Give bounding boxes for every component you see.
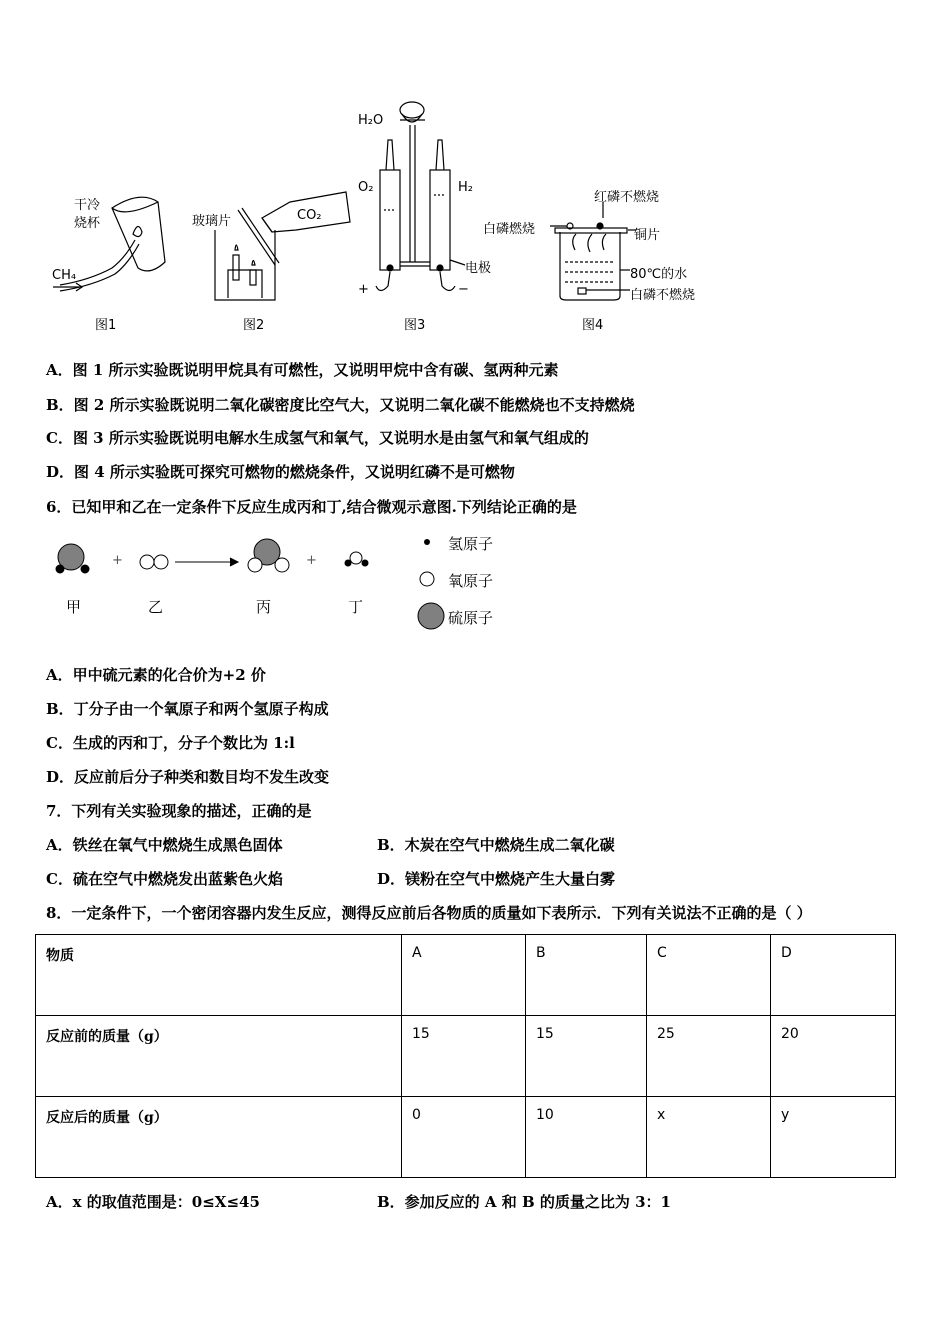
table-cell: 20	[771, 1016, 896, 1097]
q6-plus-1: +	[112, 553, 123, 568]
oxygen-atom-icon	[420, 572, 434, 586]
fig4-white-p-burn-label: 白磷燃烧	[483, 222, 536, 237]
q7-option-c: C．硫在空气中燃烧发出蓝紫色火焰	[46, 870, 283, 888]
fig1-gas-label: CH₄	[52, 268, 77, 283]
q6-label-bing: 丙	[256, 598, 272, 616]
table-cell: x	[647, 1097, 771, 1178]
table-row	[36, 1016, 896, 1097]
fig2-candle-beaker	[215, 192, 350, 300]
q7-option-d: D．镁粉在空气中燃烧产生大量白雾	[377, 870, 616, 888]
fig1-cup-label-2: 烧杯	[74, 216, 101, 231]
q6-plus-2: +	[306, 553, 317, 568]
q6-label-jia: 甲	[66, 598, 82, 616]
fig3-caption: 图3	[404, 318, 426, 333]
q8-option-a: A．x 的取值范围是：0≤X≤45	[46, 1193, 260, 1211]
fig1-caption: 图1	[95, 318, 117, 333]
fig2-glass-label: 玻璃片	[192, 214, 232, 229]
fig2-gas-label: CO₂	[297, 208, 322, 223]
fig1-cup-label-1: 干冷	[74, 198, 101, 213]
q7-option-b: B．木炭在空气中燃烧生成二氧化碳	[377, 836, 615, 854]
experiment-apparatus-drawings	[0, 90, 950, 340]
fig4-water-label: 80℃的水	[630, 267, 688, 282]
fig4-combustion-beaker	[550, 202, 636, 300]
fig3-electrode-label: 电极	[465, 261, 492, 276]
legend-sulfur: 硫原子	[448, 609, 494, 627]
table-cell: 反应后的质量（g）	[36, 1097, 402, 1178]
q6-option-c: C．生成的丙和丁，分子个数比为 1:l	[46, 734, 295, 752]
legend-oxygen: 氧原子	[448, 572, 494, 590]
table-cell: 反应前的质量（g）	[36, 1016, 402, 1097]
q5-option-b: B．图 2 所示实验既说明二氧化碳密度比空气大，又说明二氧化碳不能燃烧也不支持燃烧	[46, 396, 635, 414]
q7-stem: 7．下列有关实验现象的描述，正确的是	[46, 802, 312, 820]
table-cell: B	[526, 935, 647, 1016]
fig4-copper-label: 铜片	[634, 228, 661, 243]
molecule-bing	[248, 539, 289, 572]
table-row	[36, 1097, 896, 1178]
fig3-o2-label: O₂	[358, 180, 374, 195]
q8-stem: 8．一定条件下，一个密闭容器内发生反应，测得反应前后各物质的质量如下表所示．下列有关说法不正确的是（ ）	[46, 904, 812, 922]
fig4-caption: 图4	[582, 318, 604, 333]
q5-option-a: A．图 1 所示实验既说明甲烷具有可燃性，又说明甲烷中含有碳、氢两种元素	[46, 361, 559, 379]
table-cell: 15	[402, 1016, 526, 1097]
fig3-electrolysis-apparatus	[376, 102, 465, 291]
table-row	[36, 935, 896, 1016]
sulfur-atom-icon	[418, 603, 444, 629]
fig3-plus-label: +	[358, 282, 369, 297]
table-cell: 10	[526, 1097, 647, 1178]
table-cell: A	[402, 935, 526, 1016]
q8-option-b: B．参加反应的 A 和 B 的质量之比为 3：1	[377, 1193, 671, 1211]
q6-option-a: A．甲中硫元素的化合价为+2 价	[46, 666, 266, 684]
q6-option-d: D．反应前后分子种类和数目均不发生改变	[46, 768, 330, 786]
hydrogen-atom-icon	[424, 539, 430, 545]
fig2-caption: 图2	[243, 318, 265, 333]
table-cell: D	[771, 935, 896, 1016]
legend-hydrogen: 氢原子	[448, 535, 494, 553]
fig4-red-p-label: 红磷不燃烧	[594, 190, 660, 205]
table-cell: C	[647, 935, 771, 1016]
q6-label-yi: 乙	[148, 598, 164, 616]
table-cell: y	[771, 1097, 896, 1178]
molecule-ding	[345, 552, 368, 566]
table-cell: 25	[647, 1016, 771, 1097]
table-cell: 物质	[36, 935, 402, 1016]
q5-option-d: D．图 4 所示实验既可探究可燃物的燃烧条件，又说明红磷不是可燃物	[46, 463, 515, 481]
fig3-water-label: H₂O	[358, 113, 384, 128]
mass-table	[35, 934, 896, 1178]
molecule-jia	[56, 544, 89, 573]
fig3-h2-label: H₂	[458, 180, 473, 195]
q6-label-ding: 丁	[348, 598, 364, 616]
table-cell: 15	[526, 1016, 647, 1097]
fig3-minus-label: −	[458, 282, 469, 297]
q6-stem: 6．已知甲和乙在一定条件下反应生成丙和丁,结合微观示意图.下列结论正确的是	[46, 498, 577, 516]
fig4-white-p-no-label: 白磷不燃烧	[630, 288, 696, 303]
molecule-yi	[140, 555, 168, 569]
q7-option-a: A．铁丝在氧气中燃烧生成黑色固体	[46, 836, 283, 854]
table-cell: 0	[402, 1097, 526, 1178]
q6-option-b: B．丁分子由一个氧原子和两个氢原子构成	[46, 700, 329, 718]
q5-option-c: C．图 3 所示实验既说明电解水生成氢气和氧气，又说明水是由氢气和氧气组成的	[46, 429, 589, 447]
